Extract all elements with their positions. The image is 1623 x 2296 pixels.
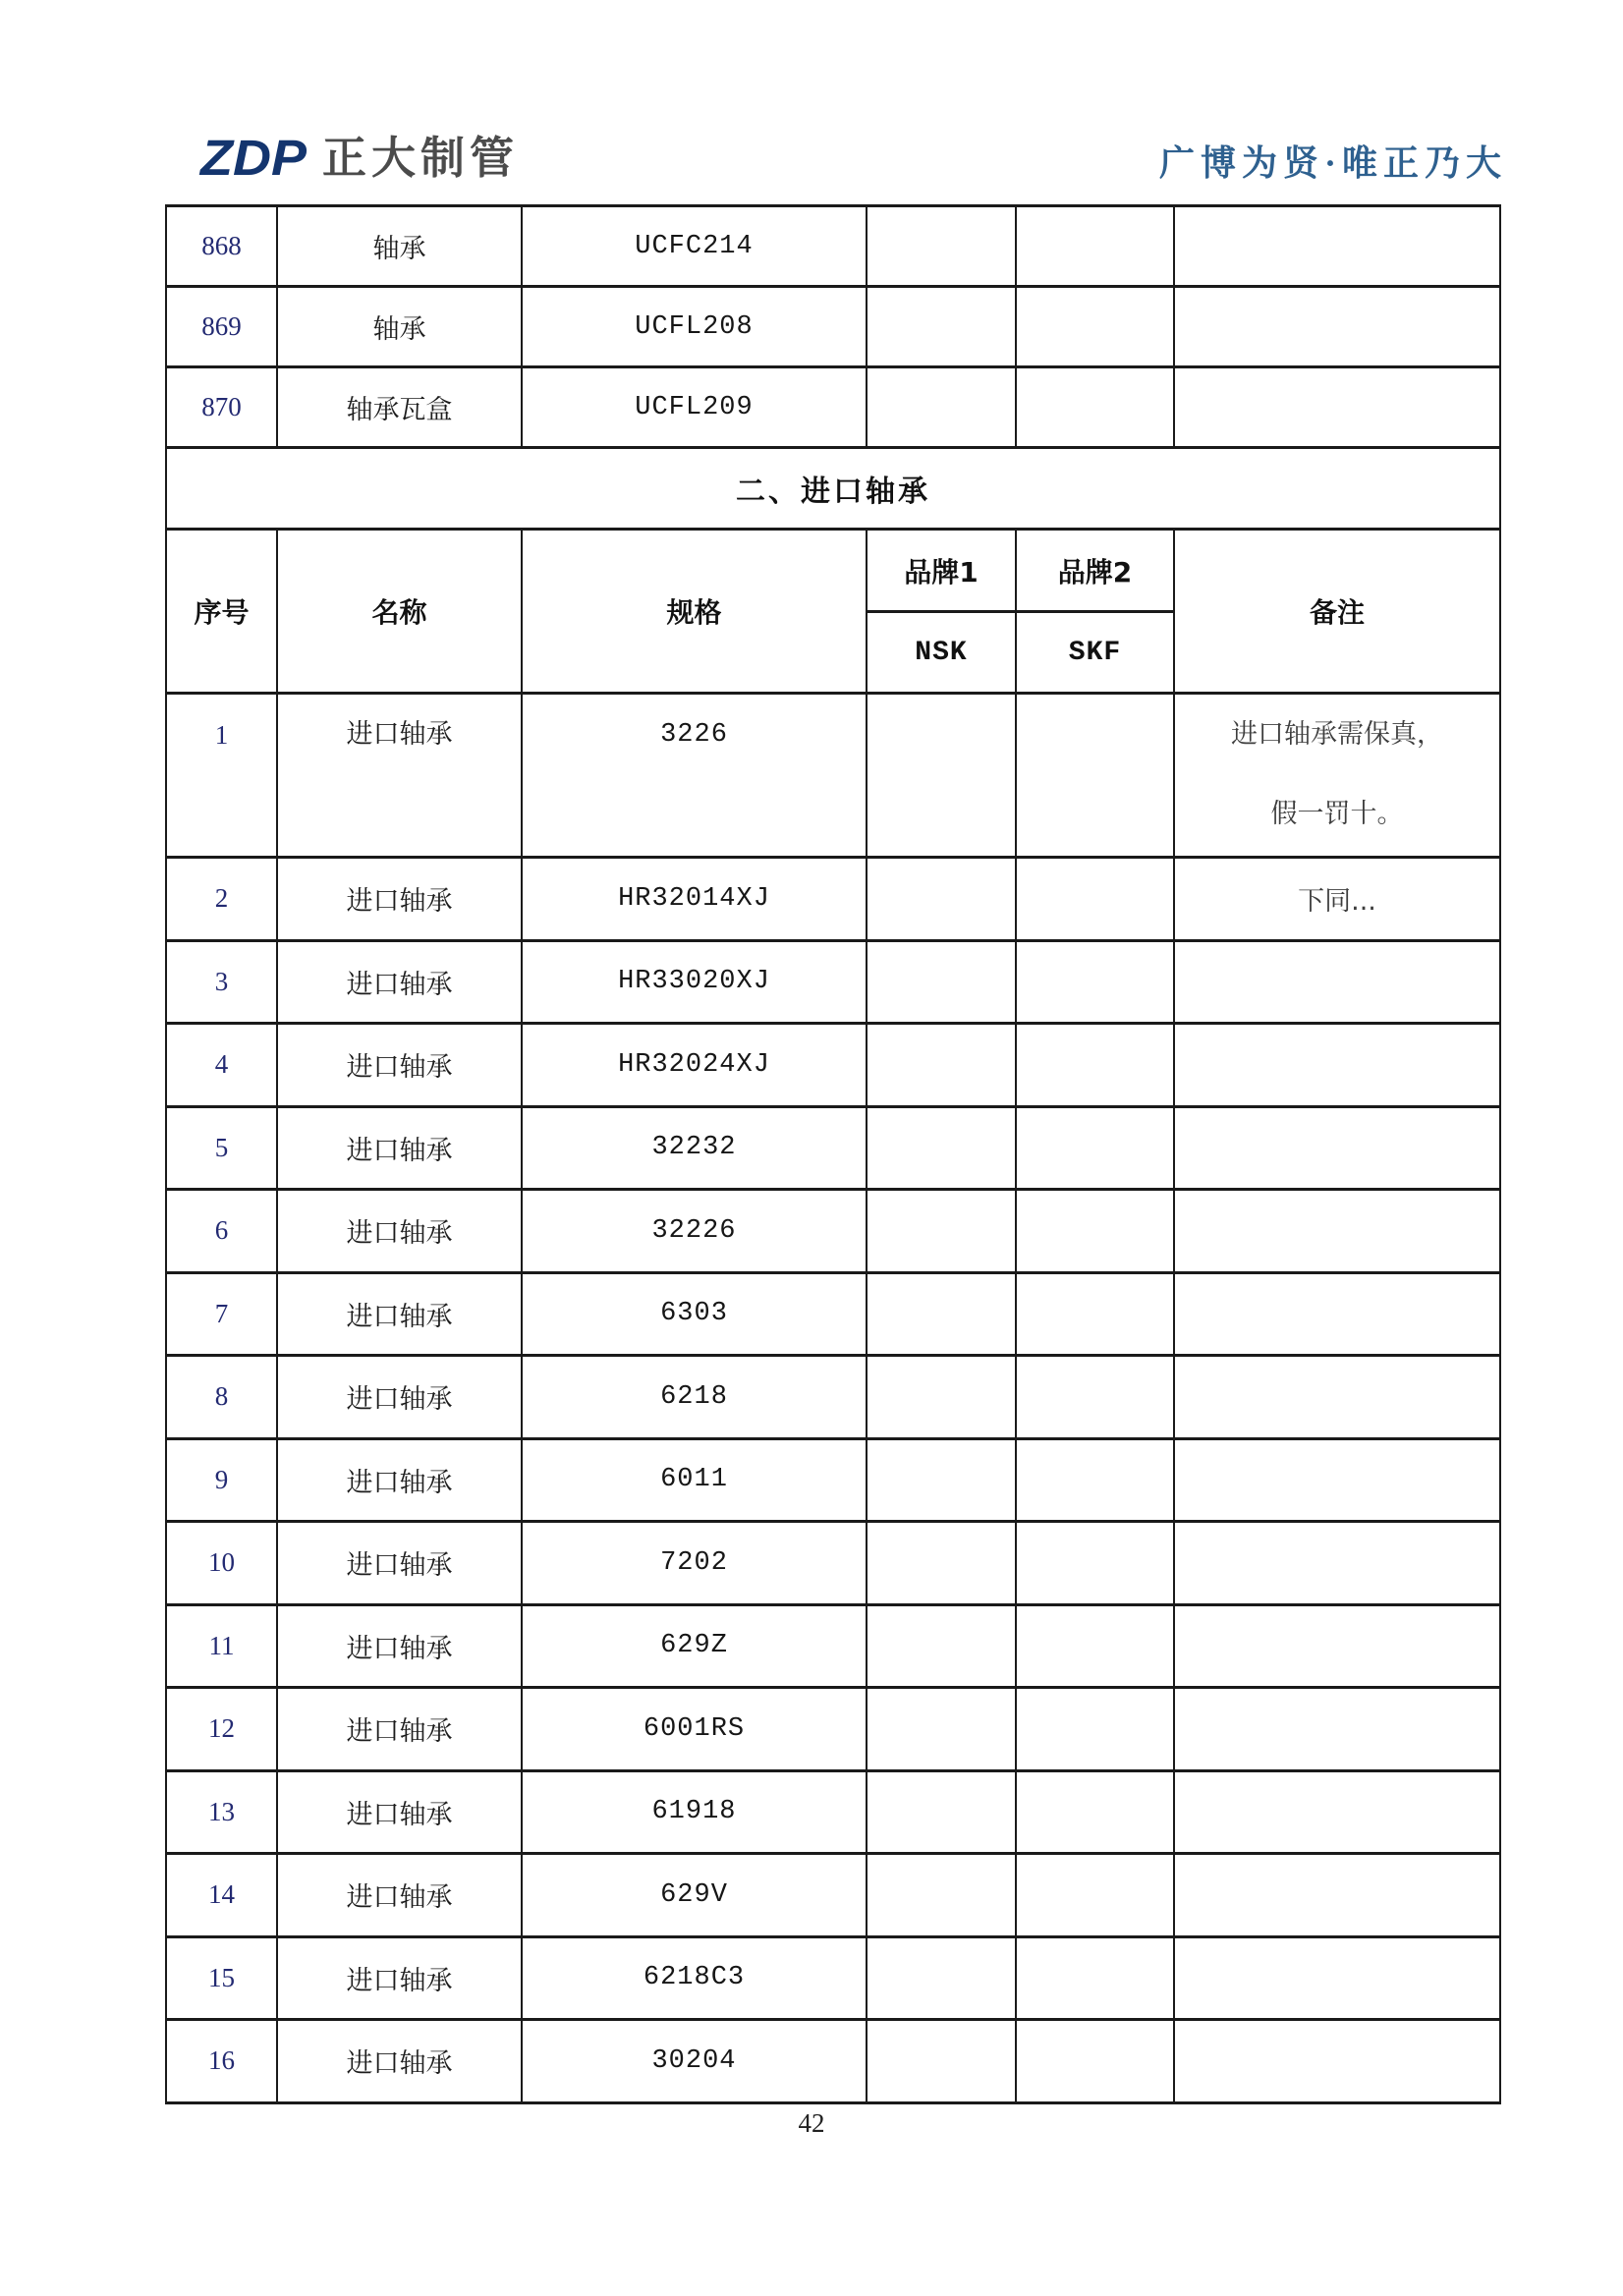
cell-brand1 [867, 1106, 1016, 1190]
cell-remark [1174, 1024, 1500, 1107]
section-title-row [166, 448, 1500, 530]
company-slogan: 广博为贤·唯正乃大 [1158, 143, 1507, 183]
table-row [166, 2020, 1500, 2103]
cell-no: 15 [166, 1936, 277, 2020]
cell-remark: 进口轴承需保真， 假一罚十。 [1174, 694, 1500, 858]
company-logo [200, 132, 519, 185]
cell-brand2 [1016, 1936, 1174, 2020]
cell-brand2 [1016, 1770, 1174, 1854]
cell-name: 进口轴承 [277, 1688, 522, 1771]
brand2-name: SKF [1016, 612, 1174, 694]
table-row [166, 1190, 1500, 1273]
cell-remark [1174, 206, 1500, 287]
cell-brand1 [867, 367, 1016, 448]
cell-brand1 [867, 287, 1016, 367]
cell-remark [1174, 287, 1500, 367]
col-header-brand1: 品牌1 [867, 530, 1016, 612]
logo-zdp-mark: ZDP [200, 130, 307, 187]
cell-remark [1174, 1522, 1500, 1605]
table-row [166, 1770, 1500, 1854]
table-row [166, 1936, 1500, 2020]
cell-spec: 32232 [522, 1106, 867, 1190]
cell-brand2 [1016, 940, 1174, 1024]
cell-no: 11 [166, 1604, 277, 1688]
col-header-brand2: 品牌2 [1016, 530, 1174, 612]
cell-spec: UCFL208 [522, 287, 867, 367]
cell-brand2 [1016, 2020, 1174, 2103]
cell-brand1 [867, 1438, 1016, 1522]
cell-brand2 [1016, 1438, 1174, 1522]
table-row [166, 940, 1500, 1024]
cell-brand1 [867, 2020, 1016, 2103]
table-row [166, 1522, 1500, 1605]
cell-name: 进口轴承 [277, 1272, 522, 1356]
cell-no: 1 [166, 694, 277, 858]
cell-remark [1174, 1936, 1500, 2020]
table-row [166, 858, 1500, 941]
table-row [166, 1356, 1500, 1439]
col-header-no: 序号 [166, 530, 277, 694]
cell-remark [1174, 1356, 1500, 1439]
cell-brand2 [1016, 1272, 1174, 1356]
cell-no: 12 [166, 1688, 277, 1771]
cell-name: 进口轴承 [277, 940, 522, 1024]
cell-spec: 6303 [522, 1272, 867, 1356]
cell-remark [1174, 367, 1500, 448]
cell-remark [1174, 1190, 1500, 1273]
cell-spec: UCFL209 [522, 367, 867, 448]
table-row [166, 694, 1500, 858]
logo-company-name: 正大制管 [322, 132, 520, 184]
table-row [166, 1106, 1500, 1190]
cell-remark [1174, 1770, 1500, 1854]
table-row [166, 206, 1500, 287]
cell-brand2 [1016, 694, 1174, 858]
cell-brand1 [867, 1272, 1016, 1356]
col-header-remark: 备注 [1174, 530, 1500, 694]
cell-name: 轴承 [277, 287, 522, 367]
cell-name: 进口轴承 [277, 1604, 522, 1688]
cell-spec: 629Z [522, 1604, 867, 1688]
cell-remark [1174, 1272, 1500, 1356]
cell-no: 10 [166, 1522, 277, 1605]
cell-name: 进口轴承 [277, 1106, 522, 1190]
table-row [166, 1688, 1500, 1771]
cell-brand1 [867, 1190, 1016, 1273]
cell-no: 869 [166, 287, 277, 367]
section-title: 二、进口轴承 [166, 448, 1500, 530]
cell-brand2 [1016, 1024, 1174, 1107]
cell-spec: 61918 [522, 1770, 867, 1854]
cell-spec: 32226 [522, 1190, 867, 1273]
table-row [166, 1854, 1500, 1937]
col-header-name: 名称 [277, 530, 522, 694]
cell-no: 8 [166, 1356, 277, 1439]
table-row [166, 1272, 1500, 1356]
cell-remark [1174, 1688, 1500, 1771]
cell-spec: 3226 [522, 694, 867, 858]
cell-no: 870 [166, 367, 277, 448]
cell-brand2 [1016, 367, 1174, 448]
cell-brand2 [1016, 1854, 1174, 1937]
cell-name: 进口轴承 [277, 694, 522, 858]
cell-brand1 [867, 1854, 1016, 1937]
cell-name: 进口轴承 [277, 1854, 522, 1937]
cell-remark [1174, 940, 1500, 1024]
cell-name: 进口轴承 [277, 1190, 522, 1273]
cell-no: 868 [166, 206, 277, 287]
cell-no: 7 [166, 1272, 277, 1356]
cell-name: 轴承 [277, 206, 522, 287]
cell-no: 5 [166, 1106, 277, 1190]
cell-brand2 [1016, 287, 1174, 367]
cell-brand1 [867, 858, 1016, 941]
cell-brand2 [1016, 858, 1174, 941]
cell-name: 进口轴承 [277, 2020, 522, 2103]
cell-name: 进口轴承 [277, 1936, 522, 2020]
cell-spec: 7202 [522, 1522, 867, 1605]
cell-spec: 30204 [522, 2020, 867, 2103]
cell-brand2 [1016, 1522, 1174, 1605]
cell-remark [1174, 1438, 1500, 1522]
cell-no: 14 [166, 1854, 277, 1937]
cell-brand1 [867, 1688, 1016, 1771]
cell-brand2 [1016, 1190, 1174, 1273]
cell-spec: HR32014XJ [522, 858, 867, 941]
table-row [166, 1438, 1500, 1522]
col-header-spec: 规格 [522, 530, 867, 694]
cell-brand1 [867, 1604, 1016, 1688]
cell-brand1 [867, 694, 1016, 858]
cell-no: 9 [166, 1438, 277, 1522]
table-row [166, 1604, 1500, 1688]
cell-spec: UCFC214 [522, 206, 867, 287]
cell-spec: 6218 [522, 1356, 867, 1439]
cell-spec: 6011 [522, 1438, 867, 1522]
cell-brand1 [867, 1936, 1016, 2020]
table-row [166, 1024, 1500, 1107]
cell-name: 进口轴承 [277, 1438, 522, 1522]
header-row [166, 530, 1500, 612]
cell-remark [1174, 1604, 1500, 1688]
cell-spec: HR33020XJ [522, 940, 867, 1024]
page-number: 42 [798, 2108, 825, 2138]
cell-name: 进口轴承 [277, 1356, 522, 1439]
cell-brand1 [867, 1024, 1016, 1107]
table-row [166, 367, 1500, 448]
cell-no: 16 [166, 2020, 277, 2103]
cell-brand2 [1016, 1688, 1174, 1771]
cell-brand1 [867, 940, 1016, 1024]
cell-name: 进口轴承 [277, 1024, 522, 1107]
cell-brand2 [1016, 1106, 1174, 1190]
cell-remark [1174, 2020, 1500, 2103]
cell-brand2 [1016, 1604, 1174, 1688]
cell-brand2 [1016, 206, 1174, 287]
cell-no: 3 [166, 940, 277, 1024]
cell-remark: 下同... [1174, 858, 1500, 941]
cell-name: 进口轴承 [277, 1770, 522, 1854]
cell-brand1 [867, 1522, 1016, 1605]
table-row [166, 287, 1500, 367]
cell-name: 进口轴承 [277, 858, 522, 941]
cell-brand2 [1016, 1356, 1174, 1439]
cell-brand1 [867, 206, 1016, 287]
cell-no: 4 [166, 1024, 277, 1107]
cell-brand1 [867, 1770, 1016, 1854]
parts-table [165, 204, 1501, 2104]
cell-spec: HR32024XJ [522, 1024, 867, 1107]
cell-no: 6 [166, 1190, 277, 1273]
cell-name: 进口轴承 [277, 1522, 522, 1605]
cell-no: 13 [166, 1770, 277, 1854]
cell-brand1 [867, 1356, 1016, 1439]
brand1-name: NSK [867, 612, 1016, 694]
cell-spec: 6001RS [522, 1688, 867, 1771]
cell-remark [1174, 1106, 1500, 1190]
cell-spec: 6218C3 [522, 1936, 867, 2020]
cell-remark [1174, 1854, 1500, 1937]
cell-no: 2 [166, 858, 277, 941]
cell-name: 轴承瓦盒 [277, 367, 522, 448]
cell-spec: 629V [522, 1854, 867, 1937]
